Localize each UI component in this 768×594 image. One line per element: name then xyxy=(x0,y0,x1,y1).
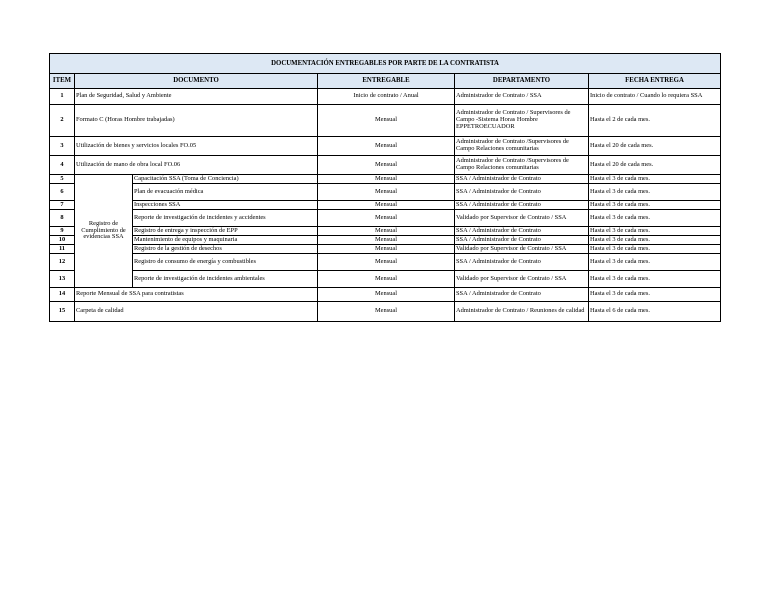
item-number-cell: 9 xyxy=(50,227,75,236)
department-cell: Administrador de Contrato /Supervisores de Campo Relaciones comunitarias xyxy=(455,156,589,175)
department-cell: Validado por Supervisor de Contrato / SSA xyxy=(455,245,589,254)
deliverable-cell: Mensual xyxy=(318,227,455,236)
document-cell: Utilización de bienes y servicios locales FO.05 xyxy=(75,137,318,156)
department-cell: SSA / Administrador de Contrato xyxy=(455,227,589,236)
department-cell: SSA / Administrador de Contrato xyxy=(455,175,589,184)
item-number-cell: 12 xyxy=(50,254,75,271)
due-date-cell: Inicio de contrato / Cuando lo requiera SSA xyxy=(589,89,721,105)
item-number-cell: 2 xyxy=(50,105,75,137)
deliverable-cell: Mensual xyxy=(318,254,455,271)
due-date-cell: Hasta el 3 de cada mes. xyxy=(589,201,721,210)
header-documento: DOCUMENTO xyxy=(75,74,318,89)
table-row xyxy=(50,89,721,105)
table-row xyxy=(50,156,721,175)
title-row xyxy=(50,54,721,74)
item-number-cell: 11 xyxy=(50,245,75,254)
document-cell: Reporte de investigación de incidentes y accidentes xyxy=(133,210,318,227)
document-cell: Plan de evacuación médica xyxy=(133,184,318,201)
header-departamento: DEPARTAMENTO xyxy=(455,74,589,89)
deliverable-cell: Mensual xyxy=(318,184,455,201)
deliverable-cell: Mensual xyxy=(318,288,455,302)
document-cell: Reporte Mensual de SSA para contratistas xyxy=(75,288,318,302)
item-number-cell: 7 xyxy=(50,201,75,210)
table-row xyxy=(50,210,721,227)
due-date-cell: Hasta el 20 de cada mes. xyxy=(589,156,721,175)
item-number-cell: 13 xyxy=(50,271,75,288)
department-cell: Validado por Supervisor de Contrato / SSA xyxy=(455,210,589,227)
due-date-cell: Hasta el 20 de cada mes. xyxy=(589,137,721,156)
table-row xyxy=(50,184,721,201)
department-cell: Validado por Supervisor de Contrato / SSA xyxy=(455,271,589,288)
deliverable-cell: Mensual xyxy=(318,302,455,322)
document-cell: Plan de Seguridad, Salud y Ambiente xyxy=(75,89,318,105)
table-row xyxy=(50,236,721,245)
due-date-cell: Hasta el 6 de cada mes. xyxy=(589,302,721,322)
table-row xyxy=(50,227,721,236)
due-date-cell: Hasta el 3 de cada mes. xyxy=(589,210,721,227)
table-row xyxy=(50,175,721,184)
deliverable-cell: Mensual xyxy=(318,201,455,210)
header-row xyxy=(50,74,721,89)
deliverable-cell: Mensual xyxy=(318,137,455,156)
department-cell: SSA / Administrador de Contrato xyxy=(455,201,589,210)
due-date-cell: Hasta el 3 de cada mes. xyxy=(589,271,721,288)
department-cell: SSA / Administrador de Contrato xyxy=(455,184,589,201)
due-date-cell: Hasta el 3 de cada mes. xyxy=(589,175,721,184)
deliverable-cell: Mensual xyxy=(318,175,455,184)
table-row xyxy=(50,245,721,254)
item-number-cell: 8 xyxy=(50,210,75,227)
due-date-cell: Hasta el 2 de cada mes. xyxy=(589,105,721,137)
department-cell: SSA / Administrador de Contrato xyxy=(455,254,589,271)
due-date-cell: Hasta el 3 de cada mes. xyxy=(589,254,721,271)
document-cell: Reporte de investigación de incidentes ambientales xyxy=(133,271,318,288)
header-entregable: ENTREGABLE xyxy=(318,74,455,89)
deliverable-cell: Mensual xyxy=(318,236,455,245)
document-cell: Formato C (Horas Hombre trabajadas) xyxy=(75,105,318,137)
department-cell: SSA / Administrador de Contrato xyxy=(455,236,589,245)
due-date-cell: Hasta el 3 de cada mes. xyxy=(589,245,721,254)
table-row xyxy=(50,137,721,156)
due-date-cell: Hasta el 3 de cada mes. xyxy=(589,184,721,201)
item-number-cell: 1 xyxy=(50,89,75,105)
item-number-cell: 3 xyxy=(50,137,75,156)
department-cell: Administrador de Contrato /Supervisores de Campo Relaciones comunitarias xyxy=(455,137,589,156)
item-number-cell: 5 xyxy=(50,175,75,184)
deliverable-cell: Mensual xyxy=(318,245,455,254)
department-cell: Administrador de Contrato / SSA xyxy=(455,89,589,105)
document-cell: Mantenimiento de equipos y maquinaria xyxy=(133,236,318,245)
deliverable-cell: Inicio de contrato / Anual xyxy=(318,89,455,105)
item-number-cell: 14 xyxy=(50,288,75,302)
deliverables-table xyxy=(49,53,721,322)
due-date-cell: Hasta el 3 de cada mes. xyxy=(589,236,721,245)
table-row xyxy=(50,271,721,288)
document-cell: Inspecciones SSA xyxy=(133,201,318,210)
table-row xyxy=(50,105,721,137)
deliverable-cell: Mensual xyxy=(318,105,455,137)
deliverable-cell: Mensual xyxy=(318,210,455,227)
department-cell: Administrador de Contrato / Reuniones de calidad xyxy=(455,302,589,322)
document-cell: Registro de la gestión de desechos xyxy=(133,245,318,254)
item-number-cell: 6 xyxy=(50,184,75,201)
table-title: DOCUMENTACIÓN ENTREGABLES POR PARTE DE LA CONTRATISTA xyxy=(50,54,721,74)
document-cell: Capacitación SSA (Toma de Conciencia) xyxy=(133,175,318,184)
due-date-cell: Hasta el 3 de cada mes. xyxy=(589,288,721,302)
header-item: ITEM xyxy=(50,74,75,89)
item-number-cell: 4 xyxy=(50,156,75,175)
item-number-cell: 15 xyxy=(50,302,75,322)
group-label-cell: Registro de Cumplimiento de evidencias SSA xyxy=(75,175,133,288)
document-cell: Utilización de mano de obra local FO.06 xyxy=(75,156,318,175)
deliverable-cell: Mensual xyxy=(318,271,455,288)
department-cell: Administrador de Contrato / Supervisores de Campo -Sistema Horas Hombre EPPETROECUADOR xyxy=(455,105,589,137)
department-cell: SSA / Administrador de Contrato xyxy=(455,288,589,302)
table-row xyxy=(50,302,721,322)
table-row xyxy=(50,254,721,271)
item-number-cell: 10 xyxy=(50,236,75,245)
header-fecha: FECHA ENTREGA xyxy=(589,74,721,89)
table-row xyxy=(50,201,721,210)
document-cell: Carpeta de calidad xyxy=(75,302,318,322)
deliverable-cell: Mensual xyxy=(318,156,455,175)
table-row xyxy=(50,288,721,302)
due-date-cell: Hasta el 3 de cada mes. xyxy=(589,227,721,236)
document-cell: Registro de entrega y inspección de EPP xyxy=(133,227,318,236)
document-cell: Registro de consumo de energía y combustibles xyxy=(133,254,318,271)
